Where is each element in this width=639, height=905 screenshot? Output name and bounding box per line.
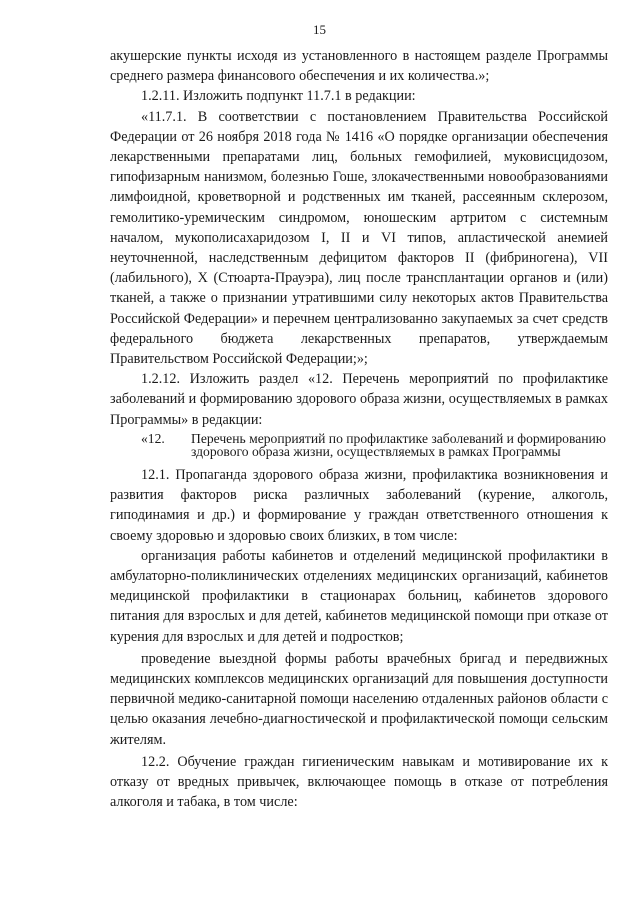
paragraph-12-2: 12.2. Обучение граждан гигиеническим навыкам и мотивирование их к отказу от вредных привычек, включающее помощь в отказе от потребления алкоголя и табака, в том числе: <box>110 753 608 811</box>
paragraph-amendment-1-2-11: 1.2.11. Изложить подпункт 11.7.1 в редакции: <box>141 88 416 105</box>
section-12-heading <box>110 432 608 459</box>
paragraph-12-1: 12.1. Пропаганда здорового образа жизни, профилактика возникновения и развития факторов риска различных заболеваний (курение, алкоголь, гиподинамия и др.) и формирование у граждан ответственного отношения к своему здоровью и здоровью своих близких, в том числе: <box>110 467 608 544</box>
paragraph-subsection-11-7-1: «11.7.1. В соответствии с постановлением Правительства Российской Федерации от 26 ноября 2018 года № 1416 «О порядке организации обеспечения лекарственными препаратами лиц, больных гемофилией, муковисцидозом, гипофизарным нанизмом, болезнью Гоше, злокачественными новообразованиями лимфоидной, кроветворной и родственных им тканей, рассеянным склерозом, гемолитико-уремическим синдромом, юношеским артритом с системным началом, мукополисахаридозом I, II и VI типов, апластической анемией неуточненной, наследственным дефицитом факторов II (фибриногена), VII (лабильного), X (Стюарта-Прауэра), лиц после трансплантации органов и (или) тканей, а также о признании утратившими силу некоторых актов Правительства Российской Федерации» и перечнем централизованно закупаемых за счет средств федерального бюджета лекарственных препаратов, утверждаемым Правительством Российской Федерации;»; <box>110 108 608 368</box>
page-number: 15 <box>313 22 326 37</box>
paragraph-prevention-offices: организация работы кабинетов и отделений медицинской профилактики в амбулаторно-поликлинических отделениях медицинских организаций, кабинетов медицинской профилактики в стационарах больниц, кабинетов здорового питания для взрослых и для детей, кабинетов медицинской помощи при отказе от курения для взрослых и для детей и подростков; <box>110 547 608 645</box>
section-12-title: Перечень мероприятий по профилактике заболеваний и формированию здорового образа жизни, осуществляемых в рамках Программы <box>191 430 606 460</box>
section-12-number: «12. <box>141 430 165 446</box>
paragraph-continuation: акушерские пункты исходя из установленного в настоящем разделе Программы среднего размера финансового обеспечения и их количества.»; <box>110 48 608 85</box>
document-body <box>110 46 608 813</box>
paragraph-amendment-1-2-12: 1.2.12. Изложить раздел «12. Перечень мероприятий по профилактике заболеваний и формированию здорового образа жизни, осуществляемых в рамках Программы» в редакции: <box>110 371 608 428</box>
paragraph-mobile-teams: проведение выездной формы работы врачебных бригад и передвижных медицинских комплексов медицинских организаций для повышения доступности первичной медико-санитарной помощи населению отдаленных районов области с целью оказания лечебно-диагностической и профилактической помощи сельским жителям. <box>110 650 608 748</box>
